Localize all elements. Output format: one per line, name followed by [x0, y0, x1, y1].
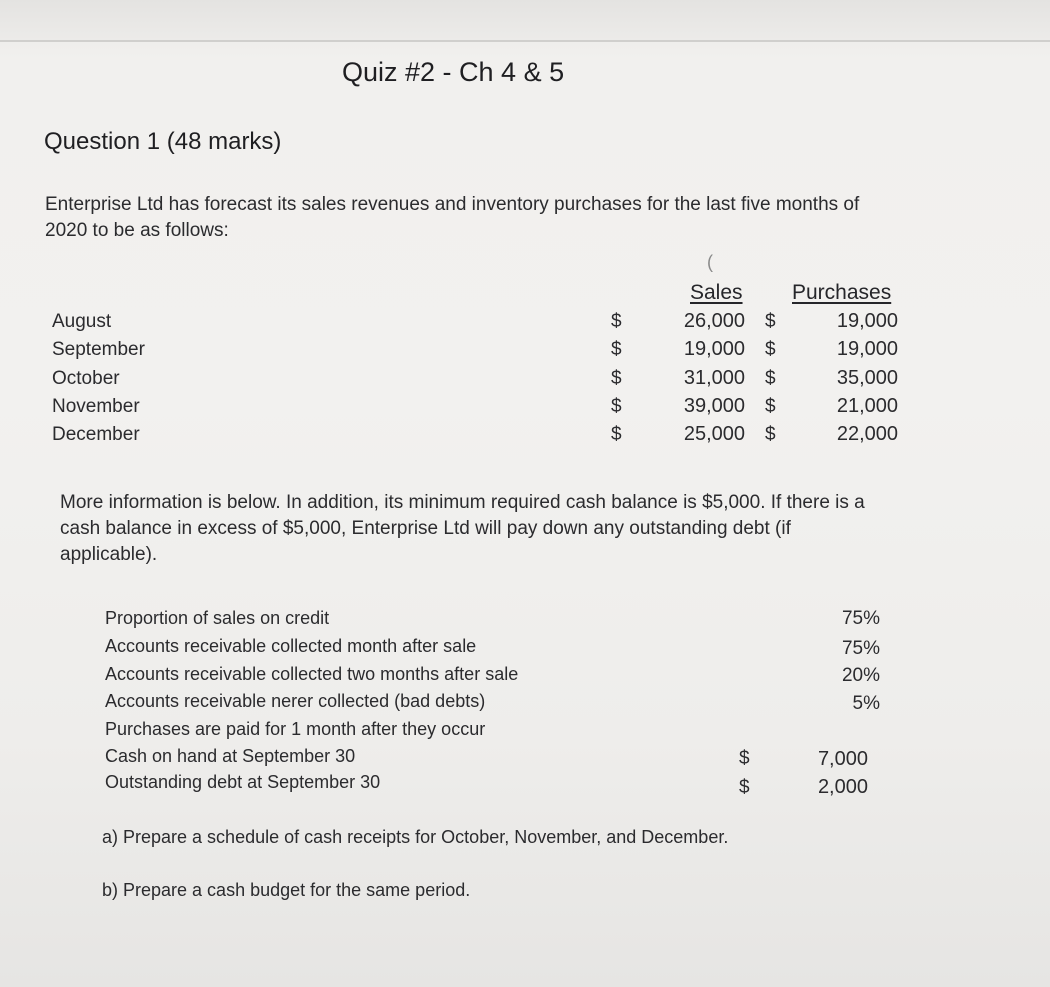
purchases-currency: $	[765, 368, 776, 389]
sales-value: 31,000	[683, 367, 745, 389]
sales-value: 39,000	[683, 395, 745, 417]
info-label: Accounts receivable collected month after sale	[105, 636, 477, 656]
sales-column-header: Sales	[690, 281, 743, 304]
info-currency: $	[739, 777, 750, 798]
month-label: August	[52, 311, 112, 332]
purchases-column-header: Purchases	[792, 281, 892, 304]
info-currency: $	[739, 748, 750, 769]
info-value: 5%	[852, 693, 880, 714]
sales-currency: $	[611, 396, 622, 417]
quiz-title: Quiz #2 - Ch 4 & 5	[342, 57, 565, 87]
sales-currency: $	[611, 311, 622, 332]
screen-top-edge	[0, 0, 1050, 42]
info-value: 75%	[841, 638, 880, 659]
sales-currency: $	[611, 339, 622, 360]
info-label: Outstanding debt at September 30	[105, 772, 381, 792]
info-value: 7,000	[817, 748, 868, 770]
info-label: Proportion of sales on credit	[105, 608, 330, 628]
purchases-value: 22,000	[836, 423, 898, 445]
info-value: 20%	[841, 665, 880, 686]
sales-currency: $	[611, 368, 622, 389]
stray-mark: (	[707, 252, 713, 272]
purchases-currency: $	[765, 396, 776, 417]
info-label: Accounts receivable collected two months after sale	[105, 664, 519, 684]
task-a: a) Prepare a schedule of cash receipts for October, November, and December.	[102, 827, 729, 847]
purchases-currency: $	[765, 424, 776, 445]
info-value: 2,000	[817, 776, 868, 798]
month-label: September	[52, 339, 145, 360]
purchases-value: 19,000	[836, 338, 898, 360]
purchases-currency: $	[765, 339, 776, 360]
info-label: Cash on hand at September 30	[105, 746, 356, 766]
more-info-text: More information is below. In addition, its minimum required cash balance is $5,000. If there is a cash balance in excess of $5,000, Enterprise Ltd will pay down any outstanding debt (if applicable).	[60, 492, 865, 565]
task-b: b) Prepare a cash budget for the same period.	[102, 880, 471, 900]
sales-currency: $	[611, 424, 622, 445]
purchases-currency: $	[765, 311, 776, 332]
sales-value: 26,000	[683, 310, 745, 332]
purchases-value: 21,000	[836, 395, 898, 417]
month-label: November	[52, 396, 140, 417]
intro-text: Enterprise Ltd has forecast its sales revenues and inventory purchases for the last five months of 2020 to be as follows:	[45, 194, 860, 241]
info-value: 75%	[841, 608, 880, 629]
question-heading: Question 1 (48 marks)	[44, 128, 282, 155]
purchases-value: 19,000	[836, 310, 898, 332]
purchases-value: 35,000	[836, 367, 898, 389]
info-label: Accounts receivable nerer collected (bad debts)	[105, 691, 486, 711]
sales-value: 25,000	[683, 423, 745, 445]
sales-value: 19,000	[683, 338, 745, 360]
info-label: Purchases are paid for 1 month after they occur	[105, 719, 486, 739]
month-label: December	[52, 424, 140, 445]
month-label: October	[52, 368, 120, 389]
